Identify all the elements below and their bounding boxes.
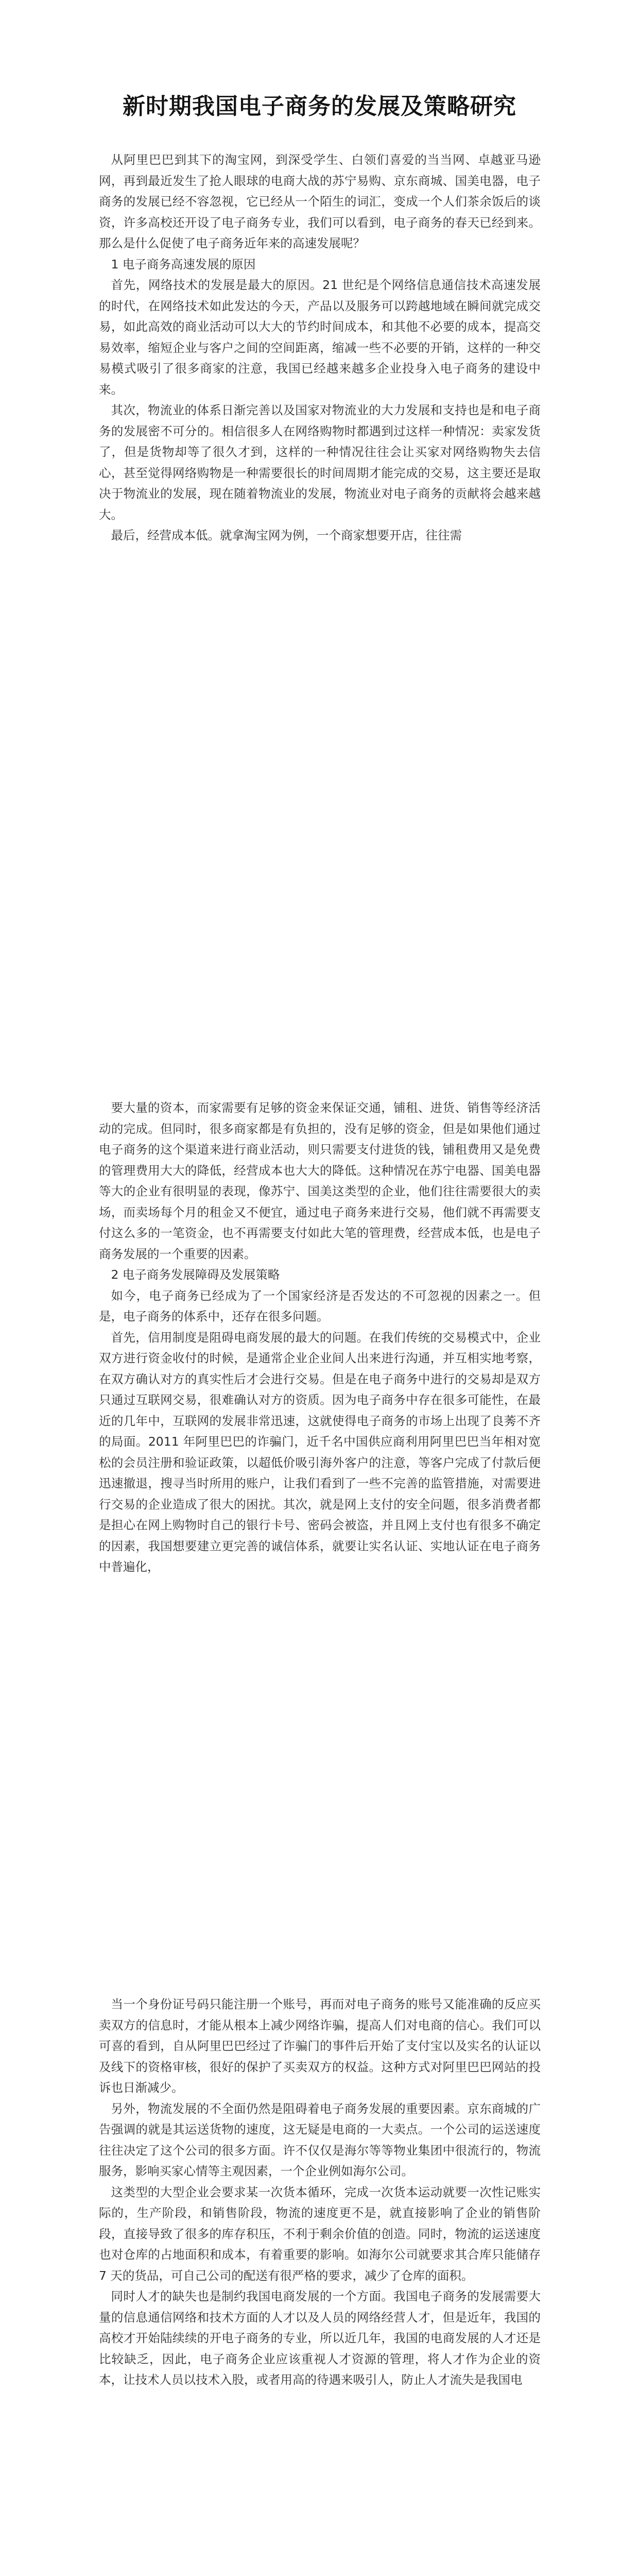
text-block-page-2 bbox=[99, 1097, 541, 1578]
section-heading: 1 电子商务高速发展的原因 bbox=[111, 257, 256, 272]
paragraph: 如今，电子商务已经成为了一个国家经济是否发达的不可忽视的因素之一。但是，电子商务的体系中，还存在很多问题。 bbox=[99, 1288, 541, 1324]
paragraph: 要大量的资本，而家需要有足够的资金来保证交通，铺租、进货、销售等经济活动的完成。但同时，很多商家都是有负担的，没有足够的资金，但是如果他们通过电子商务的这个渠道来进行商业活动，则只需要支付进货的钱，铺租费用又是免费的管理费用大大的降低，经营成本也大大的降低。这种情况在苏宁电器、国美电器等大的企业有很明显的表现，像苏宁、国美这类型的企业，他们往往需要很大的卖场，而卖场每个月的租金又不便宜，通过电子商务来进行交易，他们就不再需要支付这么多的一笔资金，也不再需要支付如此大笔的管理费，经营成本低，也是电子商务发展的一个重要的因素。 bbox=[99, 1100, 541, 1261]
paragraph: 另外，物流发展的不全面仍然是阻碍着电子商务发展的重要因素。京东商城的广告强调的就是其运送货物的速度，这无疑是电商的一大卖点。一个公司的运送速度往往决定了这个公司的很多方面。许不仅仅是海尔等等物业集团中很流行的，物流服务，影响买家心情等主观因素，一个企业例如海尔公司。 bbox=[99, 2101, 541, 2178]
paragraph: 首先，信用制度是阻碍电商发展的最大的问题。在我们传统的交易模式中，企业双方进行资金收付的时候，是通常企业企业间人出来进行沟通，并互相实地考察，在双方确认对方的真实性后才会进行交易。但是在电子商务中进行的交易却是双方只通过互联网交易，很难确认对方的资质。因为电子商务中存在很多可能性，在最近的几年中，互联网的发展非常迅速，这就使得电子商务的市场上出现了良莠不齐的局面。2011 年阿里巴巴的诈骗门，近千名中国供应商利用阿里巴巴当年相对宽松的会员注册和验证政策，以超低价吸引海外客户的注意，等客户完成了付款后便迅速撤退，搜寻当时所用的账户，让我们看到了一些不完善的监管措施，对需要进行交易的企业造成了很大的困扰。其次，就是网上支付的安全问题，很多消费者都是担心在网上购物时自己的银行卡号、密码会被盗，并且网上支付也有很多不确定的因素，我国想要建立更完善的诚信体系，就要让实名认证、实地认证在电子商务中普遍化， bbox=[99, 1330, 541, 1574]
paragraph: 当一个身份证号码只能注册一个账号，再而对电子商务的账号又能准确的反应买卖双方的信息时，才能从根本上减少网络诈骗，提高人们对电商的信心。我们可以可喜的看到，自从阿里巴巴经过了诈骗门的事件后开始了支付宝以及实名的认证以及线下的资格审核，很好的保护了买卖双方的权益。这种方式对阿里巴巴网站的投诉也日渐减少。 bbox=[99, 1997, 541, 2095]
section-heading: 2 电子商务发展障碍及发展策略 bbox=[111, 1267, 280, 1282]
paragraph: 从阿里巴巴到其下的淘宝网，到深受学生、白领们喜爱的当当网、卓越亚马逊网，再到最近发生了抢人眼球的电商大战的苏宁易购、京东商城、国美电器，电子商务的发展已经不容忽视，它已经从一个陌生的词汇，变成一个人们茶余饭后的谈资，许多高校还开设了电子商务专业，我们可以看到，电子商务的春天已经到来。那么是什么促使了电子商务近年来的高速发展呢？ bbox=[99, 152, 541, 250]
paragraph: 其次，物流业的体系日渐完善以及国家对物流业的大力发展和支持也是和电子商务的发展密不可分的。相信很多人在网络购物时都遇到过这样一种情况：卖家发货了，但是货物却等了很久才到，这样的一种情况往往会让买家对网络购物失去信心，甚至觉得网络购物是一种需要很长的时间周期才能完成的交易，这主要还是取决于物流业的发展，现在随着物流业的发展，物流业对电子商务的贡献将会越来越大。 bbox=[99, 403, 541, 522]
text-block-page-1 bbox=[99, 149, 541, 546]
document-title: 新时期我国电子商务的发展及策略研究 bbox=[123, 93, 516, 120]
paragraph: 这类型的大型企业会要求某一次货本循环，完成一次货本运动就要一次性记账实际的，生产阶段，和销售阶段，物流的速度更不是，就直接影响了企业的销售阶段，直接导致了很多的库存积压，不利于剩余价值的创造。同时，物流的运送速度也对仓库的占地面积和成本，有着重要的影响。如海尔公司就要求其合库只能储存 7 天的货品，可自己公司的配送有很严格的要求，减少了仓库的面积。 bbox=[99, 2184, 541, 2283]
paragraph: 最后，经营成本低。就拿淘宝网为例，一个商家想要开店，往往需 bbox=[111, 528, 462, 543]
text-block-page-3 bbox=[99, 1994, 541, 2391]
paragraph: 同时人才的缺失也是制约我国电商发展的一个方面。我国电子商务的发展需要大量的信息通信网络和技术方面的人才以及人员的网络经营人才，但是近年，我国的高校才开始陆续续的开电子商务的专业，所以近几年，我国的电商发展的人才还是比较缺乏，因此，电子商务企业应该重视人才资源的管理，将人才作为企业的资本，让技术人员以技术入股，或者用高的待遇来吸引人，防止人才流失是我国电 bbox=[99, 2289, 541, 2387]
paragraph: 首先，网络技术的发展是最大的原因。21 世纪是个网络信息通信技术高速发展的时代，在网络技术如此发达的今天，产品以及服务可以跨越地域在瞬间就完成交易，如此高效的商业活动可以大大的节约时间成本，和其他不必要的成本，提高交易效率，缩短企业与客户之间的空间距离，缩减一些不必要的开销，这样的一种交易模式吸引了很多商家的注意，我国已经越来越多企业投身入电子商务的建设中来。 bbox=[99, 278, 541, 397]
